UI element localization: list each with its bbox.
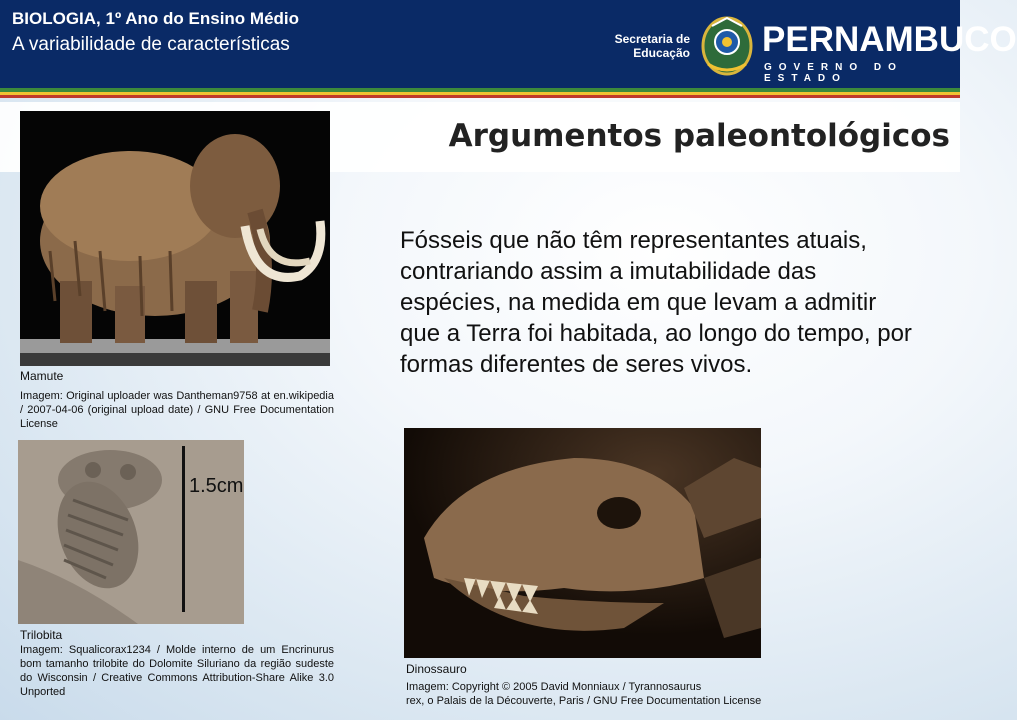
trilobite-image xyxy=(18,440,244,624)
dinosaur-image xyxy=(404,428,761,658)
state-gov-label: GOVERNO DO ESTADO xyxy=(764,62,903,84)
secretaria-line1: Secretaria de xyxy=(614,32,690,46)
subject-label: BIOLOGIA, 1º Ano do Ensino Médio xyxy=(12,9,300,28)
scale-label: 1.5cm xyxy=(189,475,244,497)
mammoth-image xyxy=(20,111,330,366)
slide-title: Argumentos paleontológicos xyxy=(448,118,950,154)
state-name: PERNAMBUCO xyxy=(762,20,1017,59)
mammoth-name: Mamute xyxy=(20,369,64,383)
dinosaur-name: Dinossauro xyxy=(406,662,467,676)
coat-of-arms-icon xyxy=(698,14,756,78)
header-bar xyxy=(0,0,1017,88)
dinosaur-credit-line1: Imagem: Copyright © 2005 David Monniaux / Tyrannosaurus xyxy=(406,681,702,693)
dinosaur-credit xyxy=(406,680,886,708)
dinosaur-credit-line2: rex, o Palais de la Découverte, Paris / GNU Free Documentation License xyxy=(406,695,762,707)
secretaria-label xyxy=(600,32,690,60)
mammoth-credit: Imagem: Original uploader was Dantheman9758 at en.wikipedia / 2007-04-06 (original upload date) / GNU Free Documentation License xyxy=(20,390,334,430)
stripe-red xyxy=(0,95,960,98)
slide-body-text: Fósseis que não têm representantes atuais, contrariando assim a imutabilidade das espécies, na medida em que levam a admitir que a Terra foi habitada, ao longo do tempo, por formas diferentes de seres vivos. xyxy=(400,227,912,378)
topic-label: A variabilidade de características xyxy=(12,34,290,55)
secretaria-line2: Educação xyxy=(633,46,690,60)
trilobite-credit: Imagem: Squalicorax1234 / Molde interno de um Encrinurus bom tamanho trilobite do Dolomite Siluriano da região sudeste do Wisconsin / Creative Commons Attribution-Share Alike 3.0 Unported xyxy=(20,644,334,698)
trilobite-name: Trilobita xyxy=(20,628,63,642)
